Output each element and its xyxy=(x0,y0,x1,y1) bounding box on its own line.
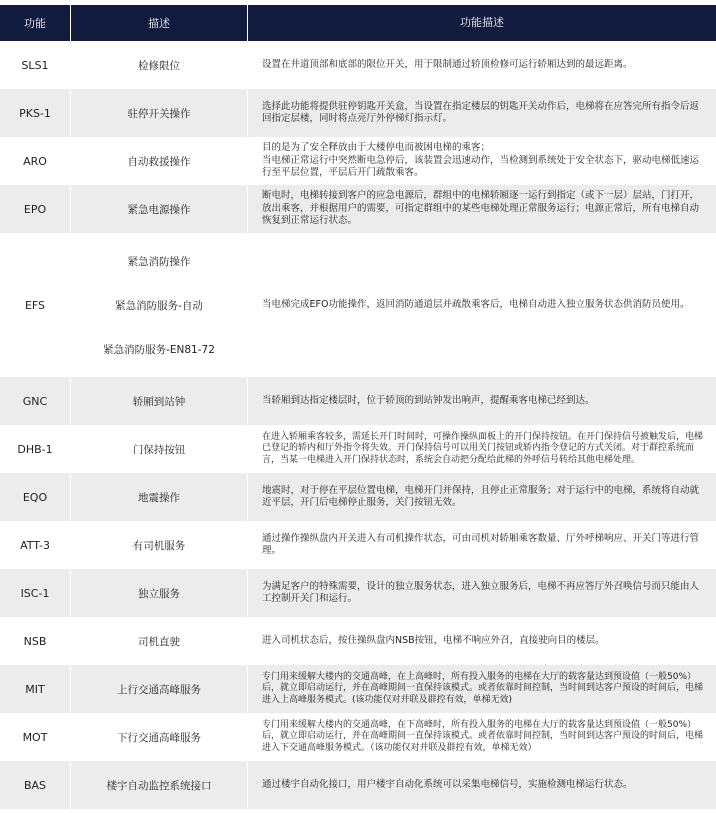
function-code: DHB-1 xyxy=(17,442,53,456)
table-row xyxy=(0,377,716,425)
table-row xyxy=(0,521,716,569)
function-code: BAS xyxy=(23,778,47,792)
function-name: 上行交通高峰服务 xyxy=(70,665,248,713)
function-description: 设置在井道顶部和底部的限位开关，用于限制通过轿顶检修可运行轿厢达到的最远距离。 xyxy=(262,58,633,70)
function-name: 轿厢到站钟 xyxy=(70,377,248,425)
function-code: MIT xyxy=(25,682,45,696)
function-code: EQO xyxy=(22,490,48,504)
header-description: 描述 xyxy=(70,5,248,41)
function-code: ISC-1 xyxy=(20,586,50,600)
function-description: 通过操作操纵盘内开关进入有司机操作状态，可由司机对轿厢乘客数量、厅外呼梯响应、开关门等进行管理。 xyxy=(262,532,700,556)
function-description: 当轿厢到达指定楼层时，位于轿顶的到站钟发出响声，提醒乘客电梯已经到达。 xyxy=(262,394,595,406)
table-row xyxy=(0,569,716,617)
function-description: 在进入轿厢乘客较多，需延长开门时间时，可操作操纵面板上的开门保持按钮。在开门保持信号被触发后，电梯已登记的轿内和厅外指令将失效。开门保持信号可以用关门按钮或轿内指令登记的方式关闭。对于群控系统而言，当某一电梯进入开门保持状态时，系统会自动把分配给此梯的外呼信号转给其他电梯处理。 xyxy=(262,431,704,465)
function-code: GNC xyxy=(22,394,48,408)
function-code: PKS-1 xyxy=(19,106,51,120)
function-code: NSB xyxy=(23,634,47,648)
function-name: 下行交通高峰服务 xyxy=(70,713,248,761)
function-name: 紧急消防服务-自动 xyxy=(115,299,203,312)
function-name: 自动救援操作 xyxy=(70,137,248,185)
function-code: ARO xyxy=(23,154,47,168)
function-code: ATT-3 xyxy=(20,538,50,552)
function-name: 门保持按钮 xyxy=(70,425,248,473)
function-name: 紧急消防操作 xyxy=(127,255,191,268)
function-name: 检修限位 xyxy=(70,41,248,89)
function-description: 目的是为了安全释放由于大楼停电而被困电梯的乘客； 当电梯正常运行中突然断电急停后，该装置会迅速动作，当检测到系统处于安全状态下，驱动电梯低速运行至平层位置，平层后开门疏散乘客。 xyxy=(262,142,700,179)
function-description: 断电时，电梯转接到客户的应急电源后，群组中的电梯轿厢逐一运行到指定（或下一层）层站，门打开，放出乘客，并根据用户的需要，可指定群组中的某些电梯处理正常服务运行；电源正常后，所有电梯自动恢复到正常运行状态。 xyxy=(262,190,700,227)
function-description: 专门用来缓解大楼内的交通高峰，在上高峰时，所有投入服务的电梯在大厅的载客量达到预设值（一般50%）后，就立即启动运行，并在高峰期间一直保持该模式。或者依靠时间控制，当时间到达客户预设的时间后，电梯进入上高峰服务模式。(该功能仅对并联及群控有效，单梯无效) xyxy=(262,671,704,705)
function-description: 专门用来缓解大楼内的交通高峰，在下高峰时，所有投入服务的电梯在大厅的载客量达到预设值（一般50%）后，就立即启动运行，并在高峰期间一直保持该模式。或者依靠时间控制，当时间到达客户预设的时间后，电梯进入下交通高峰服务模式。（该功能仅对并联及群控有效，单梯无效） xyxy=(262,719,704,753)
function-description: 选择此功能将提供驻停钥匙开关盒，当设置在指定楼层的钥匙开关动作后，电梯将在应答完所有指令后返回指定层楼，同时将点亮厅外停梯灯指示灯。 xyxy=(262,100,700,124)
table-row xyxy=(0,233,716,377)
header-function-description: 功能描述 xyxy=(460,15,504,29)
function-name: 独立服务 xyxy=(70,569,248,617)
function-description: 通过楼宇自动化接口，用户楼宇自动化系统可以采集电梯信号，实施检测电梯运行状态。 xyxy=(262,778,633,790)
function-name: 紧急电源操作 xyxy=(70,185,248,233)
table-row xyxy=(0,761,716,809)
function-name: 驻停开关操作 xyxy=(70,89,248,137)
function-name-group xyxy=(70,233,248,377)
function-code: EPO xyxy=(23,202,47,216)
table-row xyxy=(0,185,716,233)
function-name: 司机直驶 xyxy=(70,617,248,665)
function-code: MOT xyxy=(22,730,48,744)
function-description: 地震时，对于停在平层位置电梯，电梯开门并保持，且停止正常服务；对于运行中的电梯，系统将自动就近平层，开门后电梯停止服务，关门按钮无效。 xyxy=(262,484,700,508)
table-header xyxy=(0,5,716,41)
table-row xyxy=(0,473,716,521)
function-name: 地震操作 xyxy=(70,473,248,521)
function-description: 进入司机状态后，按住操纵盘内NSB按钮，电梯不响应外召，直接驶向目的楼层。 xyxy=(262,634,605,646)
table-row xyxy=(0,41,716,89)
function-code: EFS xyxy=(24,298,46,312)
function-code: SLS1 xyxy=(21,58,49,72)
header-function: 功能 xyxy=(24,17,46,30)
function-name: 楼宇自动监控系统接口 xyxy=(70,761,248,809)
elevator-function-table xyxy=(0,5,716,809)
table-row xyxy=(0,425,716,473)
table-row xyxy=(0,617,716,665)
table-row xyxy=(0,713,716,761)
table-row xyxy=(0,89,716,137)
function-description: 为满足客户的特殊需要，设计的独立服务状态，进入独立服务后，电梯不再应答厅外召唤信号而只能由人工控制开关门和运行。 xyxy=(262,580,700,604)
table-row xyxy=(0,665,716,713)
function-description: 当电梯完成EFO功能操作，返回消防通道层并疏散乘客后，电梯自动进入独立服务状态供消防员使用。 xyxy=(262,298,690,310)
function-name: 有司机服务 xyxy=(70,521,248,569)
table-row xyxy=(0,137,716,185)
function-name: 紧急消防服务-EN81-72 xyxy=(103,343,215,356)
